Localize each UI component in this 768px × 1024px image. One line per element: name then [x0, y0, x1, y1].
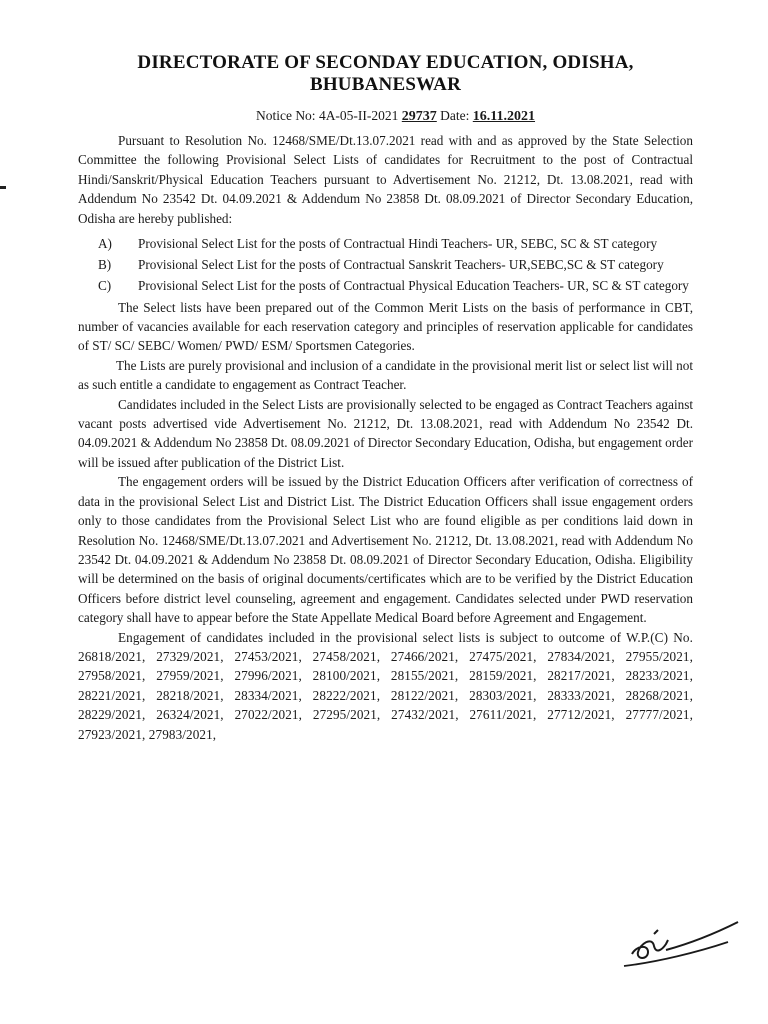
date-label: Date:	[440, 108, 470, 123]
intro-paragraph: Pursuant to Resolution No. 12468/SME/Dt.13.07.2021 read with and as approved by the State Selection Committee the following Provisional Select Lists of candidates for Recruitment to the post of Contractual Hindi/Sanskrit/Physical Education Teachers pursuant to Advertisement No. 21212, Dt. 13.08.2021, read with Addendum No 23542 Dt. 04.09.2021 & Addendum No 23858 Dt. 08.09.2021 of Director Secondary Education, Odisha are hereby published:	[78, 133, 693, 226]
page-title: DIRECTORATE OF SECONDAY EDUCATION, ODISHA, BHUBANESWAR	[137, 52, 634, 95]
list-item-text: Provisional Select List for the posts of Contractual Hindi Teachers- UR, SEBC, SC & ST category	[138, 236, 658, 252]
list-item-mark: C)	[98, 278, 112, 294]
list-item-mark: B)	[98, 257, 112, 273]
notice-number: 29737	[401, 109, 437, 124]
notice-reference	[78, 108, 693, 125]
engagement-paragraph: The engagement orders will be issued by the District Education Officers after verification of correctness of data in the provisional Select List and District List. The District Education Officers shall issue engagement orders only to those candidates from the Provisional Select List who are found eligible as per conditions laid down in Resolution No. 12468/SME/Dt.13.07.2021 and Advertisement No. 21212, Dt. 13.08.2021, read with Addendum No 23542 Dt. 04.09.2021 & Addendum No 23858 Dt. 08.09.2021 of Director Secondary Education, Odisha. Eligibility will be determined on the basis of original documents/certificates which are to be verified by the District Education Officers before district level counseling, agreement and engagement. Candidates selected under PWD reservation category shall have to appear before the State Appellate Medical Board before Agreement and Engagement.	[78, 474, 693, 626]
court-cases-paragraph: Engagement of candidates included in the provisional select lists is subject to outcome of W.P.(C) No. 26818/2021, 27329/2021, 27453/2021, 27458/2021, 27466/2021, 27475/2021, 27834/2021, 27955/2021, 27958/2021, 27959/2021, 27996/2021, 28100/2021, 28155/2021, 28159/2021, 28217/2021, 28233/2021, 28221/2021, 28218/2021, 28334/2021, 28222/2021, 28122/2021, 28303/2021, 28333/2021, 28268/2021, 28229/2021, 26324/2021, 27022/2021, 27295/2021, 27432/2021, 27611/2021, 27712/2021, 27777/2021, 27923/2021, 27983/2021,	[78, 629, 693, 742]
candidates-paragraph: Candidates included in the Select Lists are provisionally selected to be engaged as Contract Teachers against vacant posts advertised vide Advertisement No. 21212, Dt. 13.08.2021, read with Addendum No 23542 Dt. 04.09.2021 & Addendum No 23858 Dt. 08.09.2021 of Director Secondary Education, Odisha, but engagement order will be issued after publication of the District List.	[78, 396, 693, 470]
signature-mark	[618, 910, 748, 970]
select-lists	[78, 234, 693, 296]
list-item-text: Provisional Select List for the posts of Contractual Sanskrit Teachers- UR,SEBC,SC & ST category	[138, 257, 664, 273]
scan-edge-mark	[0, 186, 6, 189]
list-item	[78, 276, 693, 295]
provisional-paragraph: The Lists are purely provisional and inclusion of a candidate in the provisional merit list or select list will not as such entitle a candidate to engagement as Contract Teacher.	[78, 357, 693, 393]
notice-date: 16.11.2021	[472, 109, 536, 124]
select-lists-paragraph: The Select lists have been prepared out of the Common Merit Lists on the basis of performance in CBT, number of vacancies available for each reservation category and principles of reservation applicable for candidates of ST/ SC/ SEBC/ Women/ PWD/ ESM/ Sportsmen Categories.	[78, 299, 693, 354]
list-item-text: Provisional Select List for the posts of Contractual Physical Education Teachers- UR, SC & ST category	[138, 278, 689, 294]
notice-document	[78, 52, 693, 744]
list-item	[78, 234, 693, 253]
list-item-mark: A)	[98, 236, 112, 252]
list-item	[78, 255, 693, 274]
notice-prefix: Notice No: 4A-05-II-2021	[255, 108, 399, 123]
